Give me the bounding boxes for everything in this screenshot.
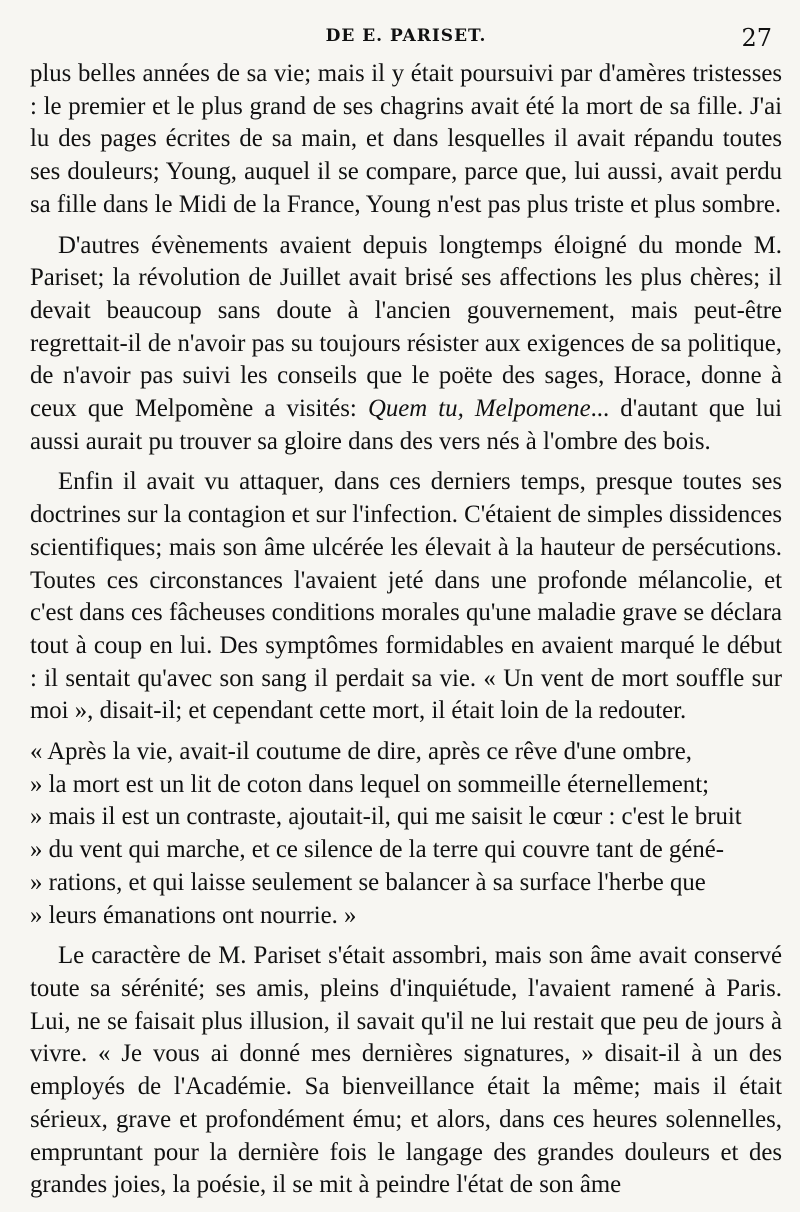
paragraph-1: plus belles années de sa vie; mais il y était poursuivi par d'amères tristesses : le premier et le plus grand de ses chagrins avait été la mort de sa fille. J'ai lu des pages écrites de sa main, et dans lesquelles il avait répandu toutes ses douleurs; Young, auquel il se compare, parce que, lui aussi, avait perdu sa fille dans le Midi de la France, Young n'est pas plus triste et plus sombre. — [30, 60, 782, 218]
body-text — [30, 58, 782, 1202]
quoted-line-2: » la mort est un lit de coton dans lequel on sommeille éternellement; — [30, 770, 709, 798]
quoted-passage — [30, 736, 782, 932]
paragraph-2 — [30, 230, 782, 459]
running-title: DE E. PARISET. — [325, 26, 487, 46]
quoted-line-6: » leurs émanations ont nourrie. » — [30, 901, 357, 929]
quoted-line-4: » du vent qui marche, et ce silence de la terre qui couvre tant de géné- — [30, 836, 724, 864]
quoted-line-3: » mais il est un contraste, ajoutait-il, qui me saisit le cœur : c'est le bruit — [30, 803, 742, 831]
page-number: 27 — [741, 24, 772, 52]
quoted-line-5: » rations, et qui laisse seulement se balancer à sa surface l'herbe que — [30, 868, 706, 896]
paragraph-4: Le caractère de M. Pariset s'était assombri, mais son âme avait conservé toute sa sérénité; ses amis, pleins d'inquiétude, l'avaient ramené à Paris. Lui, ne se faisait plus illusion, il savait qu'il ne lui restait que peu de jours à vivre. « Je vous ai donné mes dernières signatures, » disait-il à un des employés de l'Académie. Sa bienveillance était la même; mais il était sérieux, grave et profondément ému; et alors, dans ces heures solennelles, empruntant pour la dernière fois le langage des grandes douleurs et des grandes joies, la poésie, il se mit à peindre l'état de son âme — [30, 942, 782, 1199]
paragraph-2-text-end: ... d'autant que lui aussi aurait pu trouver sa gloire dans des vers nés à l'ombre des bois. — [30, 395, 782, 455]
quoted-line-1: « Après la vie, avait-il coutume de dire, après ce rêve d'une ombre, — [30, 738, 693, 766]
paragraph-2-text-start: D'autres évènements avaient depuis longtemps éloigné du monde M. Pariset; la révolution de Juillet avait brisé ses affections les plus chères; il devait beaucoup sans doute à l'ancien gouvernement, mais peut-être regrettait-il de n'avoir pas su toujours résister aux exigences de sa politique, de n'avoir pas suivi les conseils que le poëte des sages, Horace, donne à ceux que Melpomène a visités: — [30, 231, 782, 423]
running-head — [30, 0, 782, 58]
paragraph-3: Enfin il avait vu attaquer, dans ces derniers temps, presque toutes ses doctrines sur la contagion et sur l'infection. C'étaient de simples dissidences scientifiques; mais son âme ulcérée les élevait à la hauteur de persécutions. Toutes ces circonstances l'avaient jeté dans une profonde mélancolie, et c'est dans ces fâcheuses conditions morales qu'une maladie grave se déclara tout à coup en lui. Des symptômes formidables en avaient marqué le début : il sentait qu'avec son sang il perdait sa vie. « Un vent de mort souffle sur moi », disait-il; et cependant cette mort, il était loin de la redouter. — [30, 468, 782, 725]
paragraph-2-italic-quote: Quem tu, Melpomene — [367, 395, 591, 423]
